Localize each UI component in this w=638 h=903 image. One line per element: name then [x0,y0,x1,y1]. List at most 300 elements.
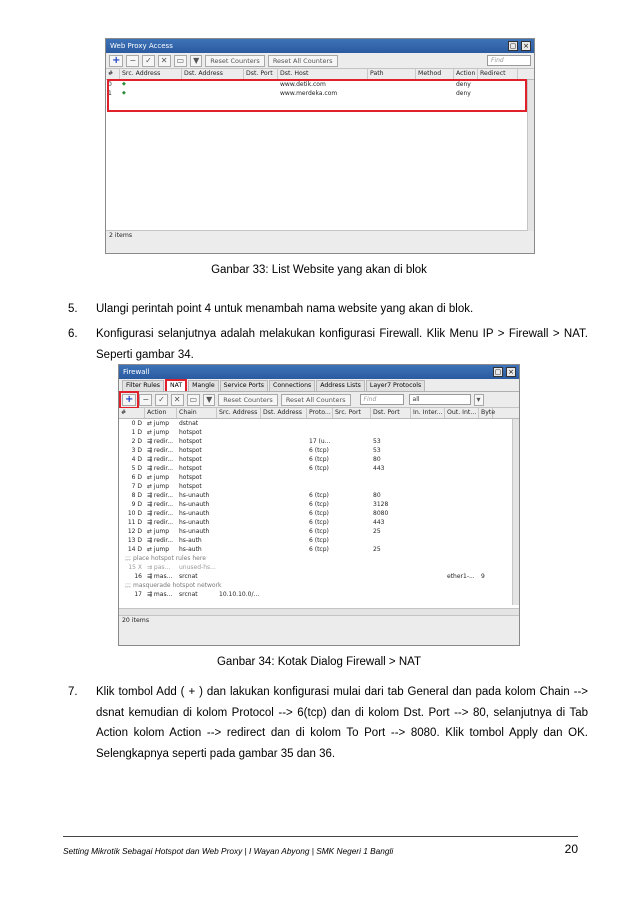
table-cell: hotspot [179,483,202,490]
table-cell: 14 D [127,546,142,553]
comment-row [119,554,519,563]
table-cell [445,545,479,554]
reset-all-counters-button[interactable]: Reset All Counters [281,394,351,406]
table-cell [411,455,445,464]
comment-button[interactable]: ▭ [187,394,201,406]
column-header[interactable]: Src. Address [120,69,182,79]
table-cell: 25 [373,546,381,553]
column-header[interactable]: Method [416,69,454,79]
table-cell [479,491,493,500]
step-7-number: 7. [68,686,78,698]
table-cell [217,419,261,428]
table-cell [411,464,445,473]
table-cell [261,590,307,599]
table-cell: ⇶ redir... [147,537,174,544]
table-cell: 4 D [131,456,142,463]
table-cell: 5 D [131,465,142,472]
table-cell: 53 [373,438,381,445]
column-header[interactable]: Dst. Port [371,408,411,418]
table-cell [261,500,307,509]
table-cell [445,455,479,464]
table-row[interactable] [119,590,519,599]
table-cell: hotspot [179,474,202,481]
table-cell [261,491,307,500]
table-cell [333,536,371,545]
table-cell [261,419,307,428]
table-cell [371,563,411,572]
table-cell [307,563,333,572]
table-row[interactable] [119,464,519,473]
table-cell [479,518,493,527]
table-cell: 1 D [131,429,142,436]
table-cell [217,491,261,500]
column-header[interactable]: Byte [481,409,496,416]
table-cell: hotspot [179,465,202,472]
table-row[interactable] [119,509,519,518]
maximize-icon[interactable]: ▢ [494,368,502,376]
table-cell: ⇄ jump [147,420,170,427]
table-cell: srcnat [179,591,198,598]
table-cell [261,518,307,527]
table-cell: hs-unauth [179,501,210,508]
column-header[interactable]: Dst. Address [182,69,244,79]
step-6-number: 6. [68,328,78,340]
table-row[interactable] [119,563,519,572]
table-cell: ⇶ mas... [147,573,173,580]
table-cell: ⇶ redir... [147,447,174,454]
remove-button[interactable]: − [139,394,152,406]
table-cell [333,473,371,482]
table-cell: ⇶ mas... [147,591,173,598]
table-cell [479,500,493,509]
table-cell [479,590,493,599]
table-cell: 6 (tcp) [309,492,329,499]
table-cell [445,518,479,527]
table-header [119,408,519,419]
table-cell [261,545,307,554]
table-cell [217,572,261,581]
caption-figure-33: Ganbar 33: List Website yang akan di blok [211,264,427,276]
table-cell [261,455,307,464]
column-header[interactable]: # [119,408,145,418]
table-cell: 8 D [131,492,142,499]
remove-button[interactable]: − [126,55,139,67]
step-7-text: Klik tombol Add ( + ) dan lakukan konfigurasi mulai dari tab General dan pada kolom Chain --> dsnat kemudian di kolom Protocol --> 6(tcp) dan di kolom Dst. Port --> 80, selanjutnya di Tab Action kolom Action --> redirect dan di kolom To Port --> 8080. Klik tombol Apply dan OK. Selengkapnya seperti pada gambar 35 dan 36. [96,686,588,760]
table-cell [261,482,307,491]
table-cell [479,455,493,464]
table-cell [261,527,307,536]
footer-divider [63,836,578,837]
web-proxy-access-window [105,38,535,254]
table-cell: 7 D [131,483,142,490]
table-body [119,419,519,599]
filter-icon[interactable]: ▼ [190,55,202,67]
column-header[interactable]: In. Inter... [411,408,445,418]
table-cell [371,590,411,599]
table-cell: 12 D [127,528,142,535]
tab-service-ports[interactable]: Service Ports [220,380,268,391]
table-cell: deny [456,81,471,88]
table-cell [261,509,307,518]
table-cell [261,428,307,437]
table-cell: dstnat [179,420,199,427]
table-cell: 2 D [131,438,142,445]
add-button[interactable]: + [109,55,123,67]
table-cell: 80 [373,492,381,499]
table-cell [479,545,493,554]
dropdown-icon[interactable]: ▾ [474,394,484,406]
table-cell: ⇉ pas... [147,564,171,571]
table-cell [217,518,261,527]
table-row[interactable] [119,473,519,482]
firewall-toolbar [119,392,519,408]
table-row[interactable] [119,428,519,437]
step-5-text: Ulangi perintah point 4 untuk menambah nama website yang akan di blok. [96,303,474,315]
table-cell: 9 D [131,501,142,508]
table-cell: 25 [373,528,381,535]
table-cell [445,473,479,482]
tab-connections[interactable]: Connections [269,380,315,391]
table-cell: hs-auth [179,537,202,544]
table-cell [307,590,333,599]
table-cell [411,572,445,581]
table-cell: ⇶ redir... [147,519,174,526]
table-cell: 9 [481,573,485,580]
find-input[interactable]: Find [487,55,531,66]
firewall-tabs [119,379,519,392]
table-cell: 16 [134,573,142,580]
table-cell [411,563,445,572]
column-header[interactable]: Path [368,69,416,79]
table-cell [371,473,411,482]
table-cell [333,518,371,527]
table-cell: 6 (tcp) [309,528,329,535]
table-row[interactable] [119,518,519,527]
table-cell: www.detik.com [280,81,326,88]
table-cell: hotspot [179,438,202,445]
table-cell [411,518,445,527]
table-cell [445,464,479,473]
firewall-window [118,364,520,646]
table-cell [261,563,307,572]
table-cell [333,446,371,455]
table-cell [217,446,261,455]
table-cell [445,428,479,437]
table-cell [445,563,479,572]
table-cell: 17 [134,591,142,598]
page-number: 20 [564,842,578,856]
table-cell [217,482,261,491]
table-cell: 11 D [127,519,142,526]
table-row[interactable] [119,491,519,500]
table-cell: 8080 [373,510,389,517]
table-cell: hotspot [179,429,202,436]
table-cell [261,473,307,482]
table-cell [333,428,371,437]
table-row[interactable] [119,419,519,428]
vertical-scrollbar[interactable] [527,80,534,231]
table-cell: 6 (tcp) [309,510,329,517]
table-cell [411,500,445,509]
column-header[interactable]: Dst. Port [244,69,278,79]
table-cell [217,473,261,482]
table-cell: 17 (u... [309,438,331,445]
table-cell [411,473,445,482]
table-cell [371,572,411,581]
web-proxy-title: Web Proxy Access [110,42,173,50]
status-bar: 2 items [109,232,133,239]
vertical-scrollbar[interactable] [512,419,519,605]
table-cell [217,536,261,545]
table-row[interactable] [119,437,519,446]
table-cell [479,509,493,518]
table-cell [445,590,479,599]
step-5-number: 5. [68,303,78,315]
table-row[interactable] [119,536,519,545]
table-cell [479,527,493,536]
table-cell [411,437,445,446]
table-cell: 6 (tcp) [309,465,329,472]
step-6 [68,324,588,365]
disable-button[interactable]: ✕ [158,55,171,67]
table-cell [445,527,479,536]
table-cell [217,527,261,536]
table-cell [411,590,445,599]
table-cell [445,491,479,500]
column-header[interactable]: Dst. Address [261,408,307,418]
column-header[interactable]: Src. Port [333,408,371,418]
web-proxy-table [106,69,534,231]
table-cell: 6 (tcp) [309,546,329,553]
comment-text: ;;; place hotspot rules here [125,555,206,562]
rule-icon: ◆ [122,81,126,87]
table-cell [333,590,371,599]
column-header[interactable]: Src. Address [217,408,261,418]
table-cell: ⇶ redir... [147,501,174,508]
table-cell [479,446,493,455]
tab-address-lists[interactable]: Address Lists [316,380,365,391]
table-cell: 0 D [131,420,142,427]
table-cell [411,536,445,545]
table-cell: hs-unauth [179,528,210,535]
table-cell: 10.10.10.0/... [219,591,260,598]
table-cell [307,419,333,428]
table-cell: 53 [373,447,381,454]
firewall-titlebar [119,365,519,379]
tab-nat[interactable]: NAT [165,379,187,391]
table-row[interactable] [119,527,519,536]
table-cell [479,428,493,437]
table-cell [479,536,493,545]
table-cell: hotspot [179,447,202,454]
table-cell: www.merdeka.com [280,90,338,97]
table-cell [411,482,445,491]
reset-counters-button[interactable]: Reset Counters [218,394,278,406]
caption-figure-34: Ganbar 34: Kotak Dialog Firewall > NAT [216,656,421,668]
table-cell [445,536,479,545]
table-cell [479,437,493,446]
table-cell [217,455,261,464]
table-cell [261,572,307,581]
table-cell [333,509,371,518]
table-cell [217,500,261,509]
comment-text: ;;; masquerade hotspot network [125,582,222,589]
maximize-icon[interactable]: ▢ [509,42,517,50]
table-cell: 6 (tcp) [309,447,329,454]
table-cell: 80 [373,456,381,463]
table-cell: 0 [108,81,112,88]
table-cell: ⇄ jump [147,483,170,490]
comment-button[interactable]: ▭ [174,55,188,67]
footer-text: Setting Mikrotik Sebagai Hotspot dan Web Proxy | I Wayan Abyong | SMK Negeri 1 Bangli [63,846,394,856]
table-cell: hs-unauth [179,519,210,526]
table-cell: hs-unauth [179,510,210,517]
table-cell [445,500,479,509]
table-cell [371,428,411,437]
table-cell [333,527,371,536]
web-proxy-titlebar [106,39,534,53]
table-cell: srcnat [179,573,198,580]
table-cell [479,419,493,428]
comment-row [119,581,519,590]
tab-mangle[interactable]: Mangle [188,380,219,391]
table-cell: ⇄ jump [147,429,170,436]
table-cell [445,419,479,428]
close-icon[interactable]: × [521,41,531,51]
table-cell: ether1-... [447,573,475,580]
table-cell [217,437,261,446]
table-cell [411,545,445,554]
table-cell [333,419,371,428]
column-header[interactable]: Dst. Host [278,69,368,79]
table-row[interactable] [119,500,519,509]
table-cell [411,509,445,518]
table-cell [371,536,411,545]
table-cell [261,437,307,446]
table-cell: 6 (tcp) [309,519,329,526]
step-7 [68,682,588,764]
table-cell [411,446,445,455]
table-row[interactable] [119,545,519,554]
table-cell [307,473,333,482]
enable-button[interactable]: ✓ [155,394,168,406]
table-row[interactable] [119,572,519,581]
add-button[interactable]: + [122,394,136,406]
column-header[interactable]: Action [145,408,177,418]
enable-button[interactable]: ✓ [142,55,155,67]
table-cell: ⇶ redir... [147,438,174,445]
table-cell: hs-auth [179,546,202,553]
disable-button[interactable]: ✕ [171,394,184,406]
table-cell [307,428,333,437]
table-cell [479,482,493,491]
table-cell [445,482,479,491]
table-cell: 443 [373,519,385,526]
tab-layer7-protocols[interactable]: Layer7 Protocols [366,380,425,391]
table-cell [261,536,307,545]
table-cell [445,509,479,518]
table-cell [333,464,371,473]
column-header[interactable]: Out. Int... [445,408,479,418]
table-cell [411,527,445,536]
column-header[interactable]: Proto... [307,408,333,418]
table-cell: 15 X [128,564,142,571]
table-cell: ⇄ jump [147,474,170,481]
table-cell [333,563,371,572]
table-cell: hs-unauth [179,492,210,499]
table-cell: unused-hs... [179,564,216,571]
table-cell [411,428,445,437]
column-header[interactable]: Chain [177,408,217,418]
table-row[interactable] [119,455,519,464]
table-cell [445,446,479,455]
web-proxy-toolbar [106,53,534,69]
table-cell: 1 [108,90,112,97]
table-cell [411,419,445,428]
highlight-box [107,79,527,112]
table-cell: ⇶ redir... [147,510,174,517]
table-cell: 6 (tcp) [309,456,329,463]
table-cell [479,464,493,473]
table-cell: ⇶ redir... [147,465,174,472]
tab-filter-rules[interactable]: Filter Rules [122,380,164,391]
step-6-text: Konfigurasi selanjutnya adalah melakukan konfigurasi Firewall. Klik Menu IP > Firewall > NAT. Seperti gambar 34. [96,328,588,361]
table-cell [333,545,371,554]
column-header[interactable]: Redirect [478,69,518,79]
table-cell [333,437,371,446]
table-cell: hotspot [179,456,202,463]
table-cell [371,419,411,428]
find-input[interactable]: Find [360,394,404,405]
table-cell [479,563,493,572]
table-cell [479,473,493,482]
rule-icon: ◆ [122,90,126,96]
column-header[interactable]: Action [454,69,478,79]
step-5 [68,299,588,320]
table-cell [217,428,261,437]
table-cell: ⇶ redir... [147,492,174,499]
status-bar: 20 items [122,617,150,624]
table-cell [217,545,261,554]
firewall-title: Firewall [123,368,150,376]
horizontal-scrollbar[interactable] [119,608,519,615]
table-cell [307,572,333,581]
close-icon[interactable]: × [506,367,516,377]
table-cell [445,437,479,446]
table-cell: 10 D [127,510,142,517]
filter-select[interactable]: all [409,394,471,405]
table-cell [333,572,371,581]
table-cell [217,464,261,473]
column-header[interactable]: # [106,69,120,79]
table-cell [217,509,261,518]
table-cell: 6 D [131,474,142,481]
table-row[interactable] [119,482,519,491]
table-cell: ⇄ jump [147,528,170,535]
table-cell [333,482,371,491]
filter-icon[interactable]: ▼ [203,394,215,406]
reset-all-counters-button[interactable]: Reset All Counters [268,55,338,67]
table-cell [371,482,411,491]
table-row[interactable] [119,446,519,455]
reset-counters-button[interactable]: Reset Counters [205,55,265,67]
table-cell: 3 D [131,447,142,454]
table-cell: 6 (tcp) [309,537,329,544]
table-cell [411,491,445,500]
table-cell [333,455,371,464]
table-cell [333,491,371,500]
table-cell [307,482,333,491]
